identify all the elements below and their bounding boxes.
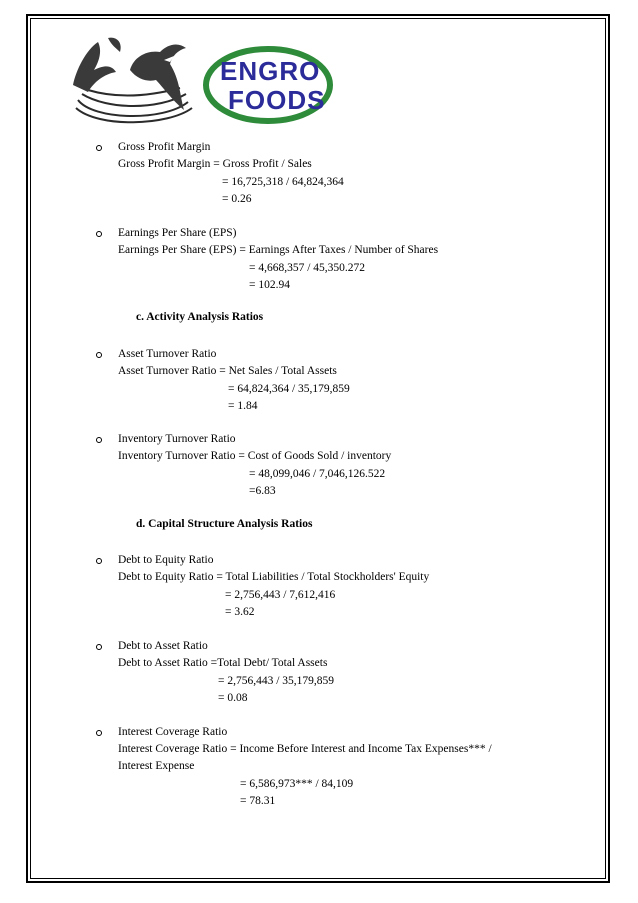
eps-title: Earnings Per Share (EPS) — [118, 227, 237, 239]
atr-formula: Asset Turnover Ratio = Net Sales / Total Assets — [118, 365, 337, 377]
gpm-step2: = 0.26 — [222, 193, 252, 205]
bullet-icon — [96, 231, 102, 237]
dar-step1: = 2,756,443 / 35,179,859 — [218, 675, 335, 687]
bullet-icon — [96, 352, 102, 358]
eps-step2: = 102.94 — [249, 279, 290, 291]
capital-heading: d. Capital Structure Analysis Ratios — [136, 518, 313, 530]
icr-step1: = 6,586,973*** / 84,109 — [240, 778, 354, 790]
dar-title: Debt to Asset Ratio — [118, 640, 208, 652]
logo-text-foods: FOODS — [228, 85, 326, 115]
atr-step1: = 64,824,364 / 35,179,859 — [228, 383, 350, 395]
itr-formula: Inventory Turnover Ratio = Cost of Goods Sold / inventory — [118, 450, 392, 462]
bullet-icon — [96, 730, 102, 736]
dar-formula: Debt to Asset Ratio =Total Debt/ Total Assets — [118, 657, 328, 669]
eps-step1: = 4,668,357 / 45,350.272 — [249, 262, 366, 274]
gpm-formula: Gross Profit Margin = Gross Profit / Sales — [118, 158, 312, 170]
dar-step2: = 0.08 — [218, 692, 248, 704]
itr-step2: =6.83 — [249, 485, 276, 497]
bullet-icon — [96, 145, 102, 151]
atr-title: Asset Turnover Ratio — [118, 348, 217, 360]
bullet-icon — [96, 644, 102, 650]
itr-title: Inventory Turnover Ratio — [118, 433, 236, 445]
der-step1: = 2,756,443 / 7,612,416 — [225, 589, 336, 601]
atr-step2: = 1.84 — [228, 400, 258, 412]
gpm-title: Gross Profit Margin — [118, 141, 211, 153]
itr-step1: = 48,099,046 / 7,046,126.522 — [249, 468, 386, 480]
icr-title: Interest Coverage Ratio — [118, 726, 228, 738]
engro-foods-logo — [68, 30, 338, 125]
icr-step2: = 78.31 — [240, 795, 276, 807]
bullet-icon — [96, 437, 102, 443]
der-step2: = 3.62 — [225, 606, 255, 618]
gpm-step1: = 16,725,318 / 64,824,364 — [222, 176, 344, 188]
der-title: Debt to Equity Ratio — [118, 554, 214, 566]
icr-formula-line1: Interest Coverage Ratio = Income Before Interest and Income Tax Expenses*** / — [118, 743, 492, 755]
bullet-icon — [96, 558, 102, 564]
icr-formula-line2: Interest Expense — [118, 760, 195, 772]
eps-formula: Earnings Per Share (EPS) = Earnings After Taxes / Number of Shares — [118, 244, 439, 256]
der-formula: Debt to Equity Ratio = Total Liabilities / Total Stockholders' Equity — [118, 571, 430, 583]
logo-text-engro: ENGRO — [220, 56, 321, 86]
activity-heading: c. Activity Analysis Ratios — [136, 311, 264, 323]
